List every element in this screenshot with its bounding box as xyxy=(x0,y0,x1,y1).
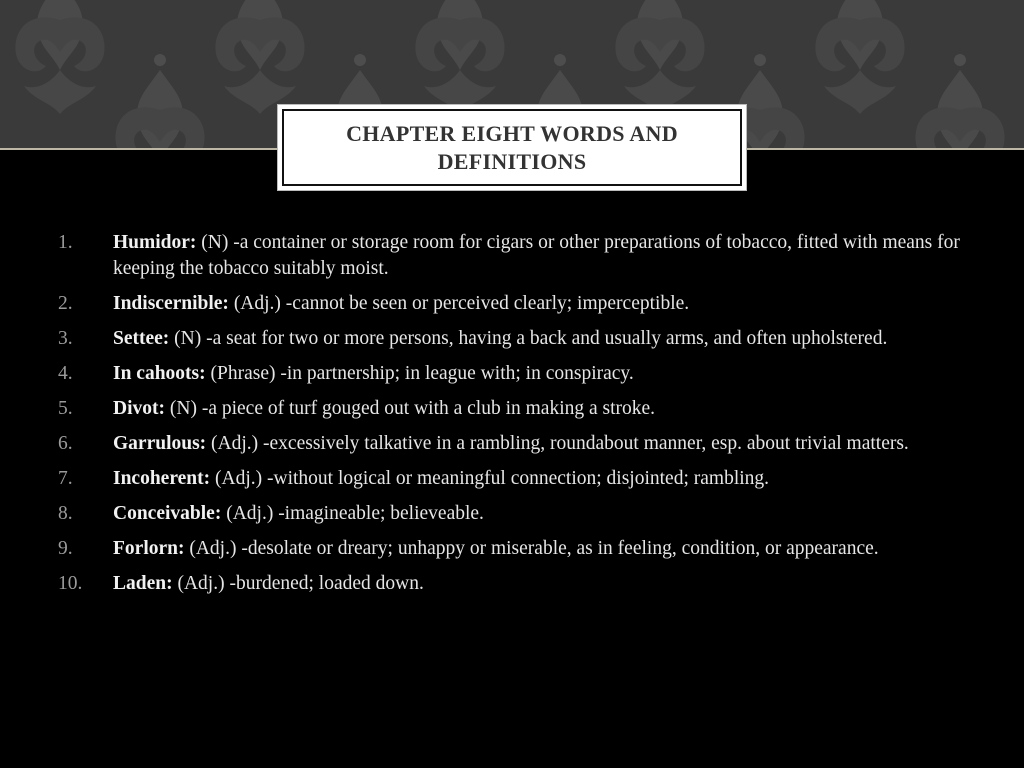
item-term: Laden: xyxy=(113,573,173,594)
item-term: Incoherent: xyxy=(113,468,211,489)
list-item xyxy=(0,571,1024,597)
item-number: 9. xyxy=(58,538,73,559)
item-term: Humidor: xyxy=(113,232,197,253)
list-item xyxy=(0,396,1024,422)
list-item xyxy=(0,291,1024,317)
item-term: In cahoots: xyxy=(113,363,206,384)
list-item xyxy=(0,431,1024,457)
item-definition: (Adj.) -imagineable; believeable. xyxy=(226,503,484,524)
title-frame xyxy=(282,109,742,186)
item-definition: (N) -a piece of turf gouged out with a club in making a stroke. xyxy=(169,398,656,419)
item-number: 3. xyxy=(58,328,73,349)
item-number: 4. xyxy=(58,363,73,384)
title-box xyxy=(277,104,747,191)
item-definition: (N) -a container or storage room for cigars or other preparations of tobacco, fitted with means for keeping the tobacco suitably moist. xyxy=(113,232,960,279)
item-number: 7. xyxy=(58,468,73,489)
item-number: 10. xyxy=(58,573,83,594)
item-definition: (Adj.) -without logical or meaningful connection; disjointed; rambling. xyxy=(215,468,770,489)
item-number: 2. xyxy=(58,293,73,314)
item-term: Settee: xyxy=(113,328,170,349)
item-definition: (N) -a seat for two or more persons, having a back and usually arms, and often upholstered. xyxy=(174,328,888,349)
item-term: Indiscernible: xyxy=(113,293,229,314)
slide-title: CHAPTER EIGHT WORDS AND DEFINITIONS xyxy=(346,120,678,174)
list-item xyxy=(0,361,1024,387)
item-number: 1. xyxy=(58,232,73,253)
item-term: Divot: xyxy=(113,398,165,419)
item-term: Forlorn: xyxy=(113,538,185,559)
item-number: 5. xyxy=(58,398,73,419)
item-number: 8. xyxy=(58,503,73,524)
item-definition: (Adj.) -burdened; loaded down. xyxy=(177,573,424,594)
list-item xyxy=(0,466,1024,492)
list-item xyxy=(0,230,1024,282)
list-item xyxy=(0,326,1024,352)
list-item xyxy=(0,536,1024,562)
item-number: 6. xyxy=(58,433,73,454)
item-definition: (Adj.) -desolate or dreary; unhappy or miserable, as in feeling, condition, or appearance. xyxy=(189,538,879,559)
item-term: Garrulous: xyxy=(113,433,207,454)
item-term: Conceivable: xyxy=(113,503,222,524)
list-item xyxy=(0,501,1024,527)
item-definition: (Adj.) -excessively talkative in a rambling, roundabout manner, esp. about trivial matters. xyxy=(211,433,909,454)
vocabulary-list xyxy=(0,230,1024,606)
item-definition: (Adj.) -cannot be seen or perceived clearly; imperceptible. xyxy=(233,293,690,314)
item-definition: (Phrase) -in partnership; in league with; in conspiracy. xyxy=(210,363,634,384)
